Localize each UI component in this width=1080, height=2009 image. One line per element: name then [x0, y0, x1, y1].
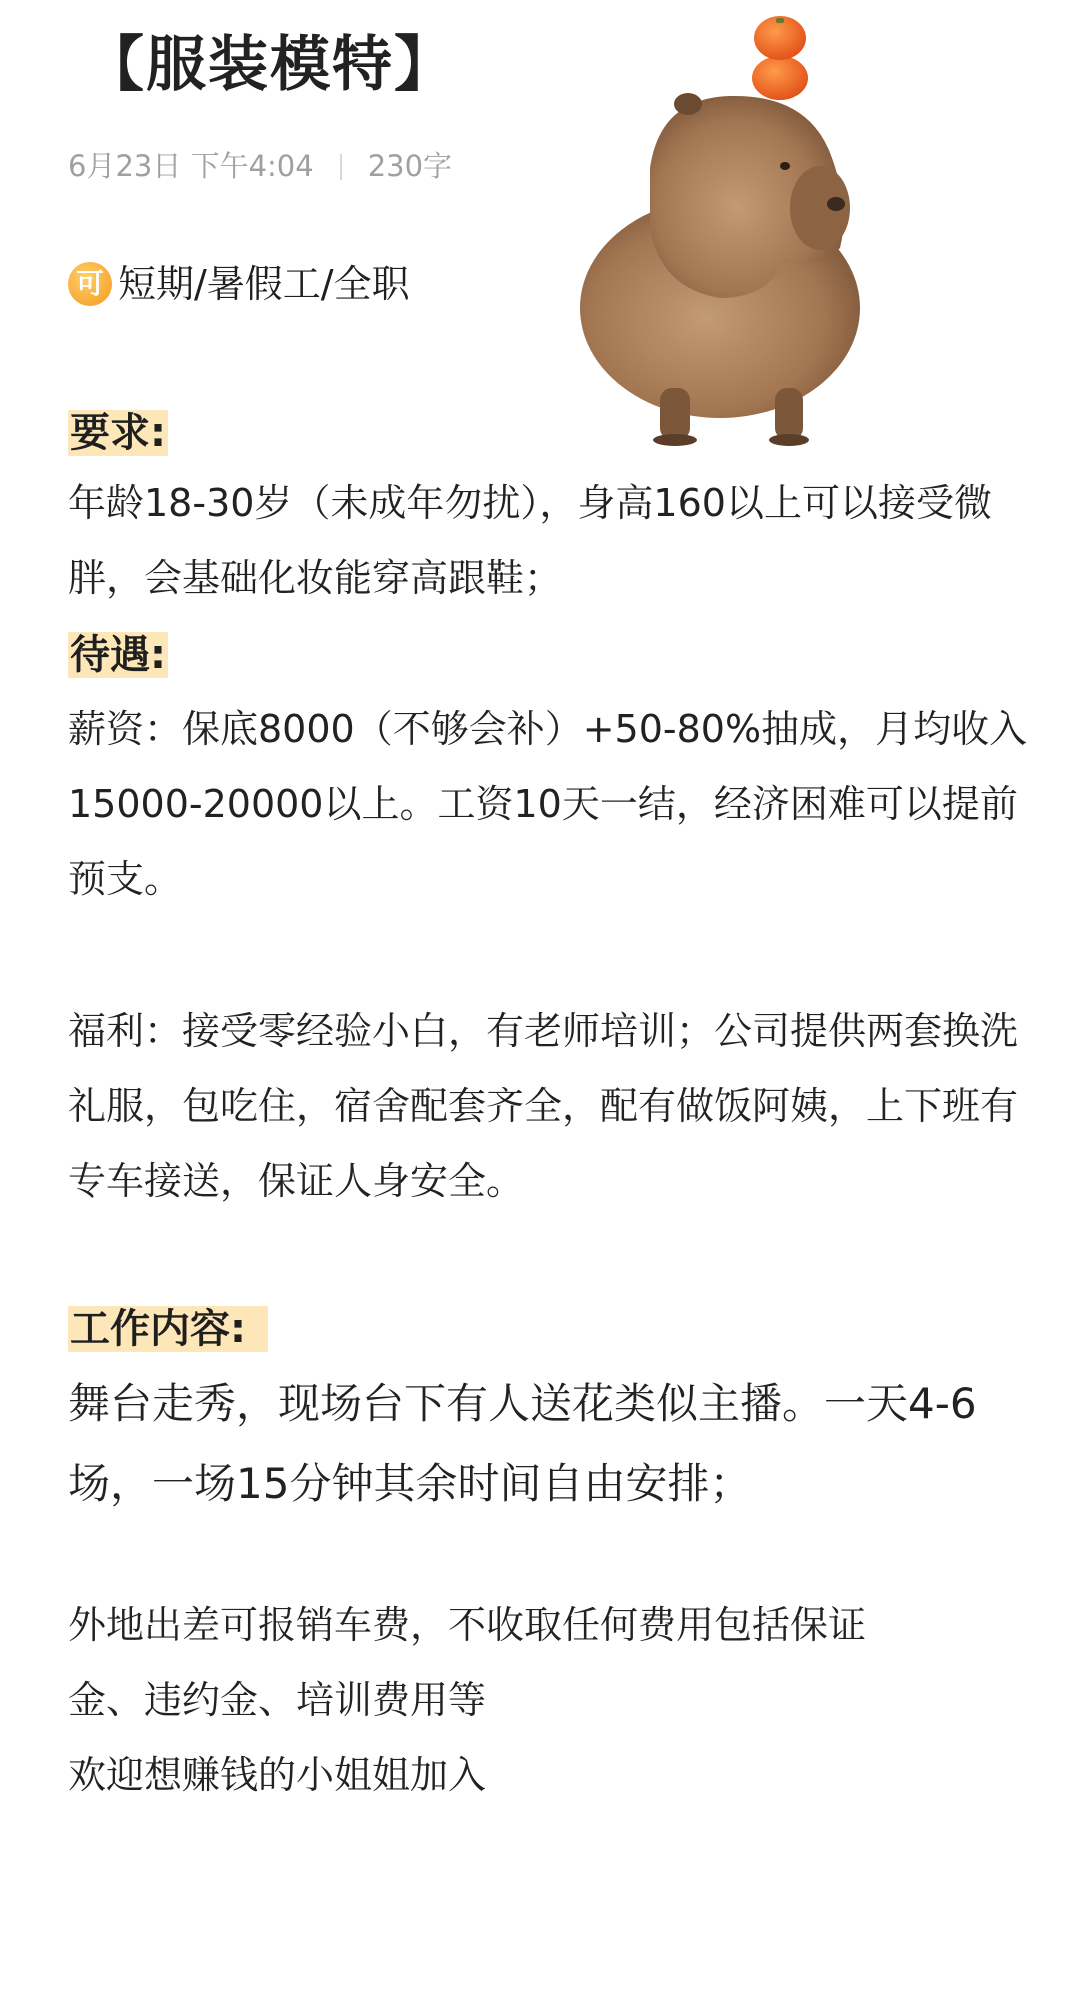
travel-text-2: 金、违约金、培训费用等	[68, 1678, 487, 1722]
salary-text: 薪资：保底8000（不够会补）+50-80%抽成，月均收入15000-20000以上。工资10天一结，经济困难可以提前预支。	[68, 707, 1028, 901]
work-heading: 工作内容:	[68, 1300, 272, 1358]
travel-text-1: 外地出差可报销车费，不收取任何费用包括保证	[68, 1603, 867, 1647]
word-count: 230字	[367, 149, 453, 183]
job-types: 短期/暑假工/全职	[118, 262, 410, 306]
meta-divider	[340, 154, 342, 180]
job-type-line	[68, 256, 410, 312]
ke-badge-icon: 可	[68, 262, 112, 306]
post-title: 【服装模特】	[84, 30, 456, 100]
closing-text: 欢迎想赚钱的小姐姐加入	[68, 1753, 487, 1797]
capybara-with-oranges-icon	[570, 8, 890, 448]
post-date: 6月23日 下午4:04	[68, 149, 314, 183]
welfare-text: 福利：接受零经验小白，有老师培训；公司提供两套换洗礼服，包吃住，宿舍配套齐全，配有做饭阿姨，上下班有专车接送，保证人身安全。	[68, 1009, 1019, 1203]
requirements-heading: 要求:	[70, 410, 166, 456]
benefits-heading: 待遇:	[70, 632, 166, 678]
requirements-text: 年龄18-30岁（未成年勿扰），身高160以上可以接受微胖，会基础化妆能穿高跟鞋；	[68, 481, 992, 600]
work-text: 舞台走秀，现场台下有人送花类似主播。一天4-6场，一场15分钟其余时间自由安排；	[68, 1379, 977, 1508]
post-meta	[68, 146, 452, 186]
